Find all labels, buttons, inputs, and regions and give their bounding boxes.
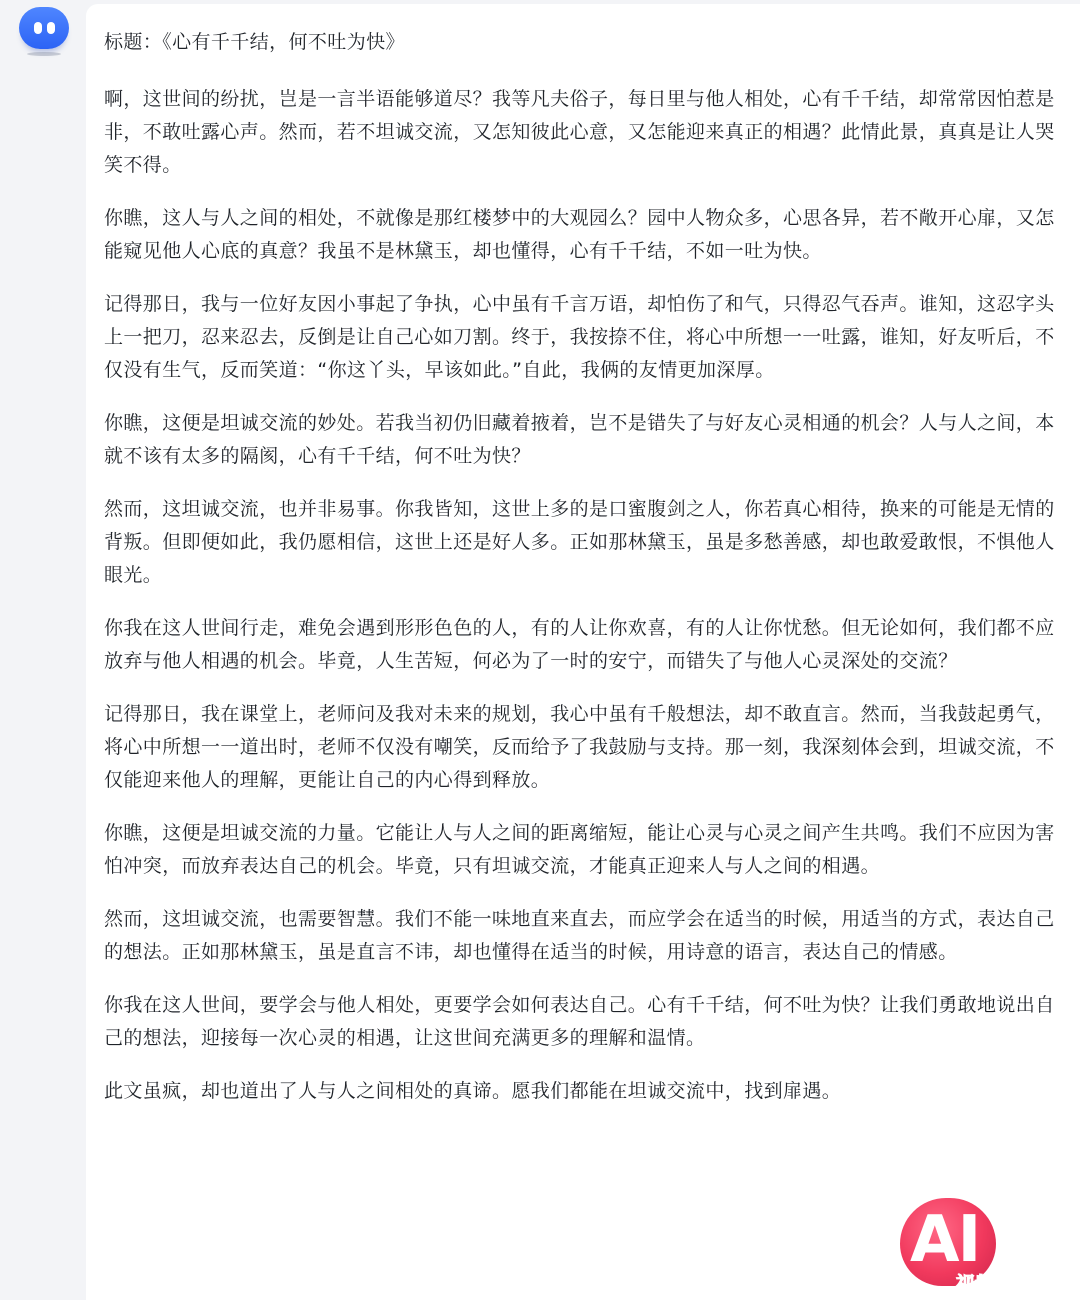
assistant-avatar-icon <box>19 7 69 49</box>
message-paragraph: 记得那日，我在课堂上，老师问及我对未来的规划，我心中虽有千般想法，却不敢直言。然而，当我鼓起勇气，将心中所想一一道出时，老师不仅没有嘲笑，反而给予了我鼓励与支持。那一刻，我深刻体会到，坦诚交流，不仅能迎来他人的理解，更能让自己的内心得到释放。 <box>104 703 1055 791</box>
watermark-logo <box>900 1198 1068 1300</box>
message-title: 标题：《心有千千结，何不吐为快》 <box>104 31 405 53</box>
message-paragraph: 记得那日，我与一位好友因小事起了争执，心中虽有千言万语，却怕伤了和气，只得忍气吞声。谁知，这忍字头上一把刀，忍来忍去，反倒是让自己心如刀割。终于，我按捺不住，将心中所想一一吐露，谁知，好友听后，不仅没有生气，反而笑道：“你这丫头，早该如此。”自此，我俩的友情更加深厚。 <box>104 293 1055 381</box>
message-paragraph: 你瞧，这便是坦诚交流的力量。它能让人与人之间的距离缩短，能让心灵与心灵之间产生共鸣。我们不应因为害怕冲突，而放弃表达自己的机会。毕竟，只有坦诚交流，才能真正迎来人与人之间的相遇。 <box>104 822 1055 877</box>
avatar-left-eye <box>34 22 42 34</box>
assistant-message-bubble <box>86 4 1080 1300</box>
message-paragraph: 此文虽疯，却也道出了人与人之间相处的真谛。愿我们都能在坦诚交流中，找到扉遇。 <box>104 1080 842 1102</box>
watermark-caption: 视频贴吧 <box>956 1273 1033 1295</box>
watermark-ai-text: AI <box>910 1203 980 1277</box>
avatar-right-eye <box>47 22 55 34</box>
message-paragraph: 啊，这世间的纷扰，岂是一言半语能够道尽？我等凡夫俗子，每日里与他人相处，心有千千结，却常常因怕惹是非，不敢吐露心声。然而，若不坦诚交流，又怎知彼此心意，又怎能迎来真正的相遇？此情此景，真真是让人哭笑不得。 <box>104 88 1055 176</box>
message-paragraph: 然而，这坦诚交流，也并非易事。你我皆知，这世上多的是口蜜腹剑之人，你若真心相待，换来的可能是无情的背叛。但即便如此，我仍愿相信，这世上还是好人多。正如那林黛玉，虽是多愁善感，却也敢爱敢恨，不惧他人眼光。 <box>104 498 1055 586</box>
message-paragraph: 你我在这人世间，要学会与他人相处，更要学会如何表达自己。心有千千结，何不吐为快？让我们勇敢地说出自己的想法，迎接每一次心灵的相遇，让这世间充满更多的理解和温情。 <box>104 994 1055 1049</box>
message-paragraph: 你我在这人世间行走，难免会遇到形形色色的人，有的人让你欢喜，有的人让你忧愁。但无论如何，我们都不应放弃与他人相遇的机会。毕竟，人生苦短，何必为了一时的安宁，而错失了与他人心灵深处的交流？ <box>104 617 1055 672</box>
message-paragraph: 然而，这坦诚交流，也需要智慧。我们不能一味地直来直去，而应学会在适当的时候，用适当的方式，表达自己的想法。正如那林黛玉，虽是直言不讳，却也懂得在适当的时候，用诗意的语言，表达自己的情感。 <box>104 908 1055 963</box>
message-paragraph: 你瞧，这便是坦诚交流的妙处。若我当初仍旧藏着掖着，岂不是错失了与好友心灵相通的机会？人与人之间，本就不该有太多的隔阂，心有千千结，何不吐为快？ <box>104 412 1055 467</box>
message-paragraph: 你瞧，这人与人之间的相处，不就像是那红楼梦中的大观园么？园中人物众多，心思各异，若不敞开心扉，又怎能窥见他人心底的真意？我虽不是林黛玉，却也懂得，心有千千结，不如一吐为快。 <box>104 207 1055 262</box>
avatar-shadow <box>27 52 61 56</box>
